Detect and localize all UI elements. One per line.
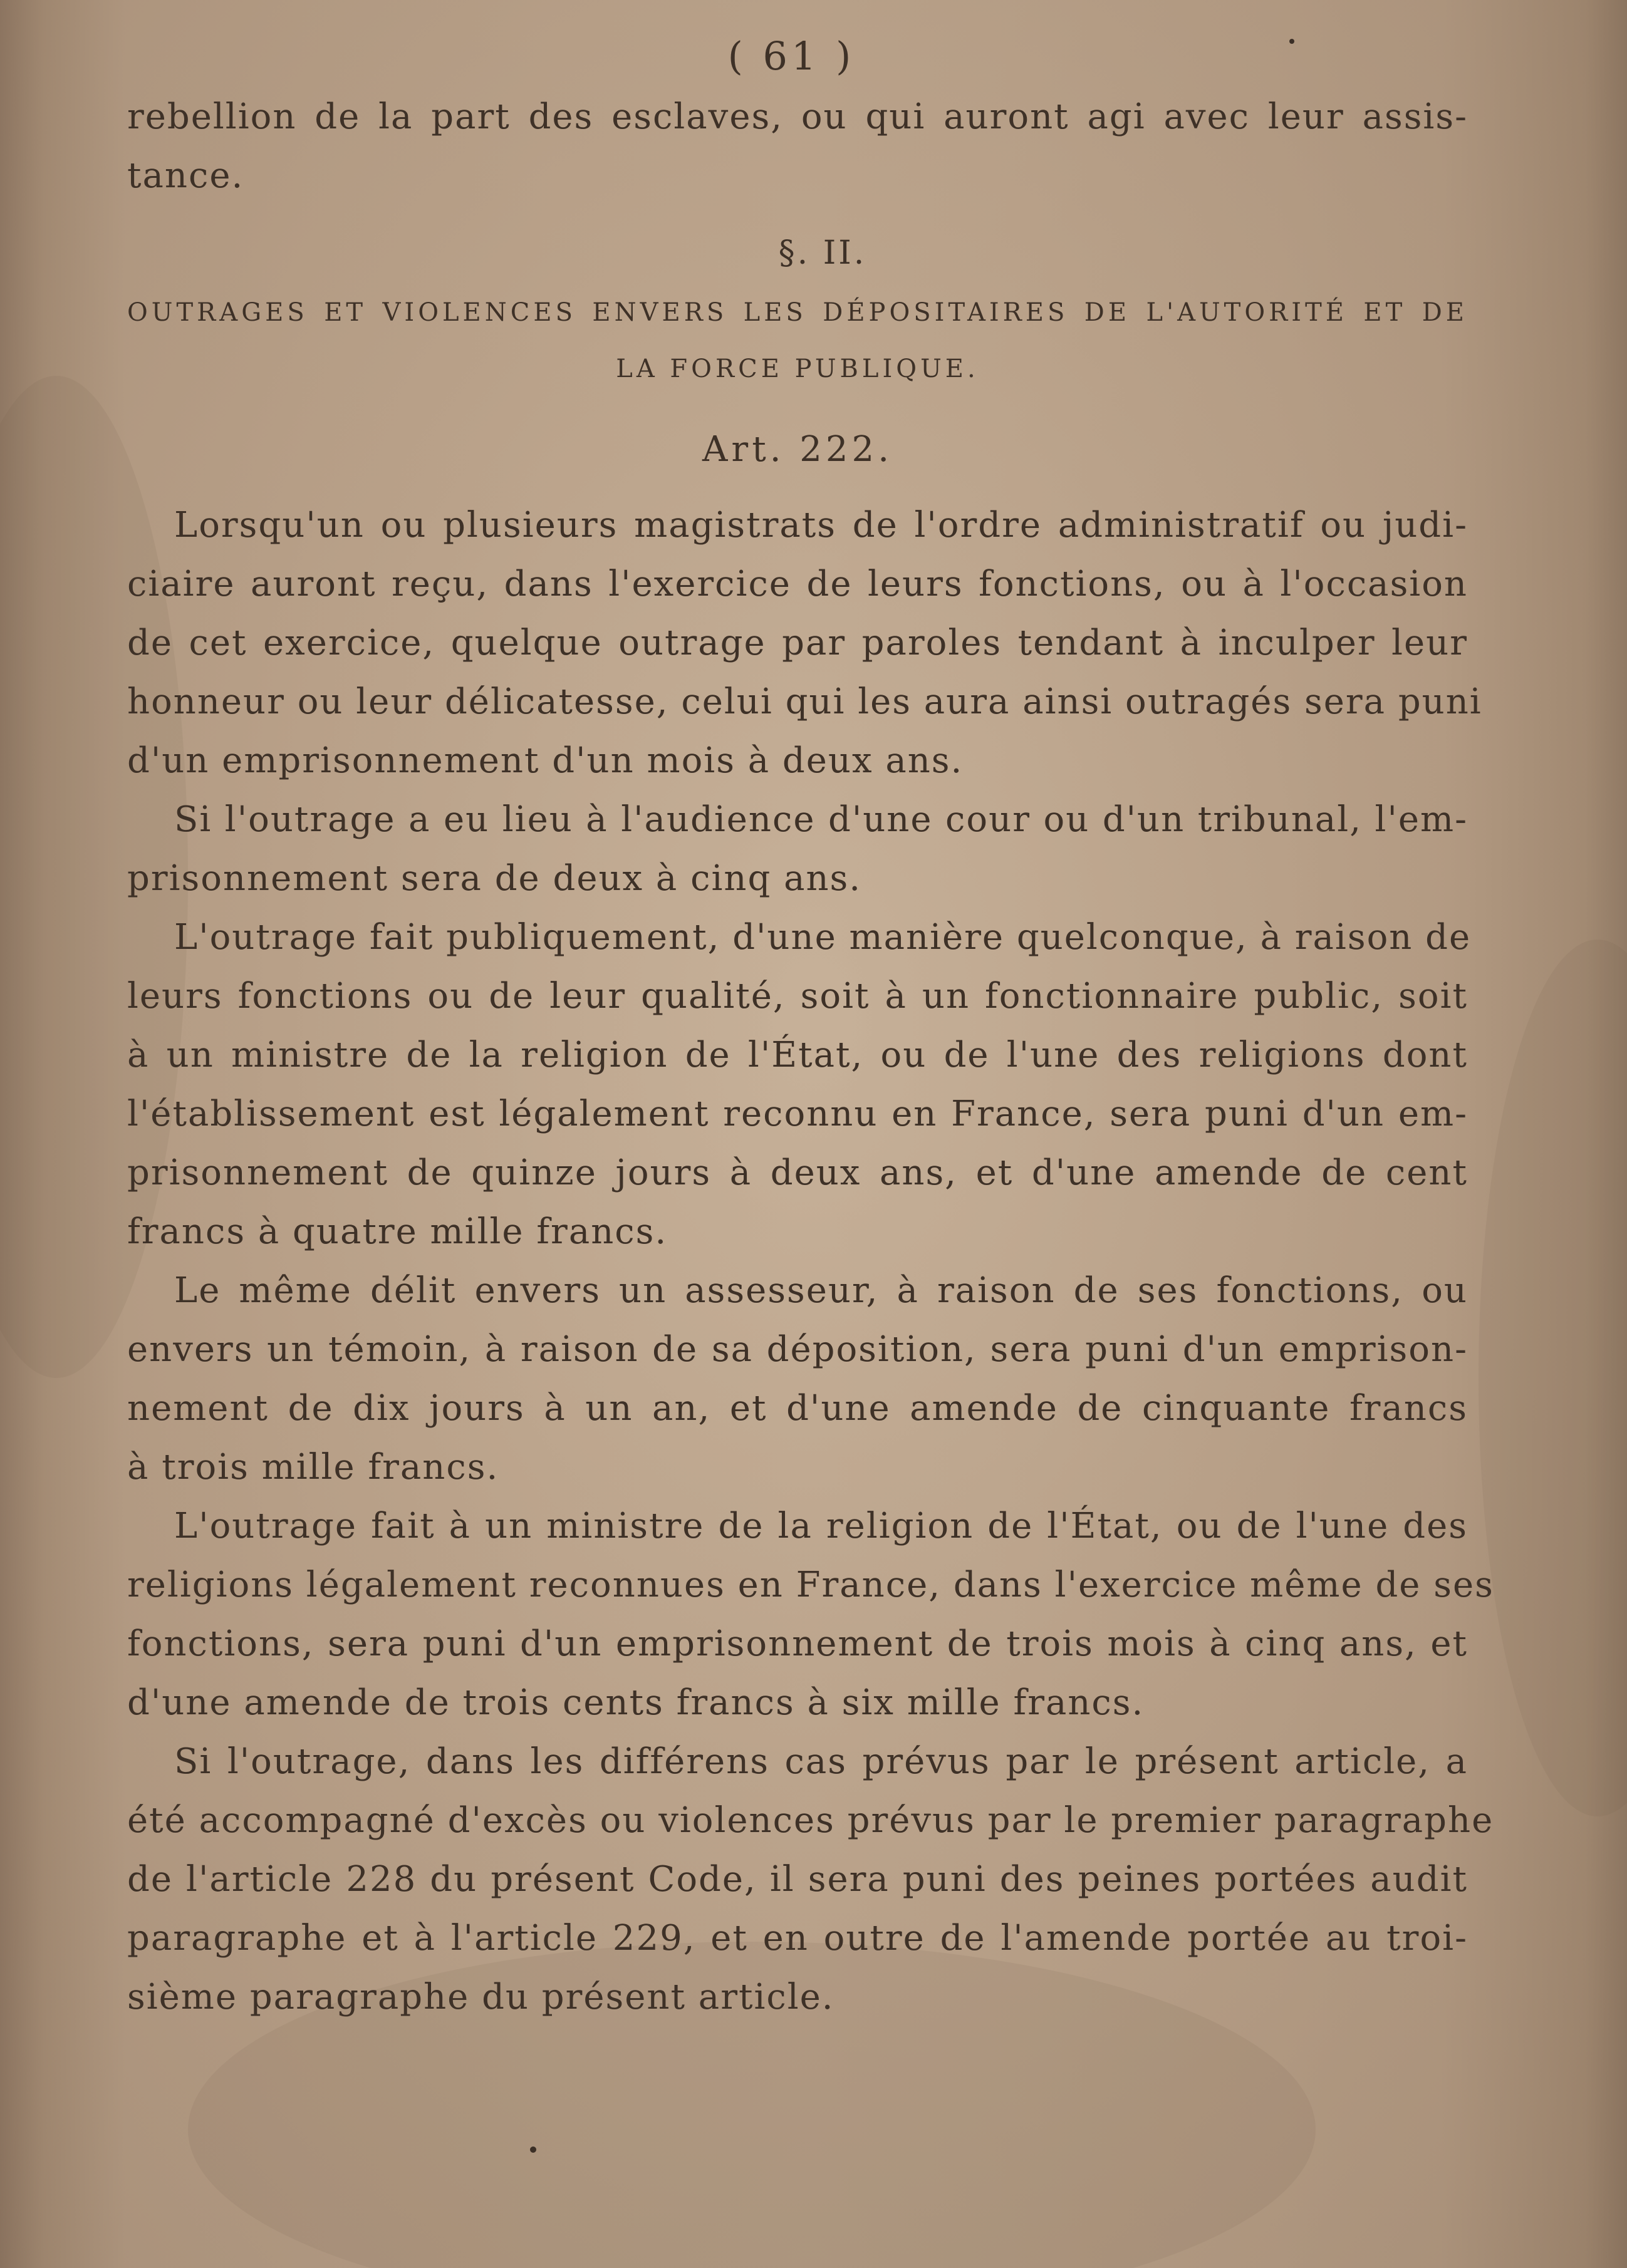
paragraph-line: prisonnement de quinze jours à deux ans, et d'une amende de cent [127, 1152, 1468, 1193]
paragraph-line: religions légalement reconnues en France, dans l'exercice même de ses [127, 1565, 1494, 1605]
paragraph-line: à trois mille francs. [127, 1447, 499, 1488]
text-line: tance. [127, 155, 244, 196]
paragraph-line: Le même délit envers un assesseur, à raison de ses fonctions, ou [174, 1270, 1468, 1311]
text-line: rebellion de la part des esclaves, ou qui auront agi avec leur assis- [127, 96, 1468, 137]
paragraph-line: Lorsqu'un ou plusieurs magistrats de l'ordre administratif ou judi- [174, 505, 1468, 546]
paragraph-line: Si l'outrage a eu lieu à l'audience d'une cour ou d'un tribunal, l'em- [174, 799, 1468, 840]
paragraph-line: prisonnement sera de deux à cinq ans. [127, 858, 862, 899]
paragraph-line: nement de dix jours à un an, et d'une amende de cinquante francs [127, 1388, 1468, 1429]
paragraph-line: d'un emprisonnement d'un mois à deux ans. [127, 740, 964, 781]
paragraph-line: sième paragraphe du présent article. [127, 1977, 834, 2017]
page-text [127, 25, 1494, 2027]
paragraph-line: été accompagné d'excès ou violences prévus par le premier paragraphe [127, 1800, 1494, 1841]
paragraph-line: l'établissement est légalement reconnu en France, sera puni d'un em- [127, 1094, 1468, 1134]
section-heading: OUTRAGES ET VIOLENCES ENVERS LES DÉPOSITAIRES DE L'AUTORITÉ ET DE [127, 298, 1468, 327]
paragraph-line: leurs fonctions ou de leur qualité, soit à un fonctionnaire public, soit [127, 976, 1468, 1017]
section-mark: §. II. [778, 234, 867, 272]
paragraph-line: fonctions, sera puni d'un emprisonnement de trois mois à cinq ans, et [127, 1623, 1468, 1664]
paragraph-line: L'outrage fait publiquement, d'une manière quelconque, à raison de [174, 917, 1472, 958]
article-title: Art. 222. [702, 429, 893, 470]
ink-speck [530, 2146, 536, 2153]
paragraph-line: honneur ou leur délicatesse, celui qui les aura ainsi outragés sera puni [127, 681, 1482, 722]
paragraph-line: d'une amende de trois cents francs à six mille francs. [127, 1682, 1145, 1723]
paragraph-line: de cet exercice, quelque outrage par paroles tendant à inculper leur [127, 623, 1468, 663]
paragraph-line: L'outrage fait à un ministre de la religion de l'État, ou de l'une des [174, 1506, 1468, 1546]
paragraph-line: paragraphe et à l'article 229, et en outre de l'amende portée au troi- [127, 1918, 1468, 1959]
paragraph-line: ciaire auront reçu, dans l'exercice de leurs fonctions, ou à l'occasion [127, 564, 1468, 604]
section-heading: LA FORCE PUBLIQUE. [616, 355, 979, 383]
page-stain [1479, 940, 1627, 1816]
paragraph-line: de l'article 228 du présent Code, il sera puni des peines portées audit [127, 1859, 1468, 1900]
paragraph-line: à un ministre de la religion de l'État, ou de l'une des religions dont [127, 1035, 1468, 1075]
page-number: ( 61 ) [727, 33, 855, 79]
paragraph-line: envers un témoin, à raison de sa déposition, sera puni d'un emprison- [127, 1329, 1468, 1370]
paragraph-line: francs à quatre mille francs. [127, 1211, 668, 1252]
paragraph-line: Si l'outrage, dans les différens cas prévus par le présent article, a [174, 1741, 1468, 1782]
